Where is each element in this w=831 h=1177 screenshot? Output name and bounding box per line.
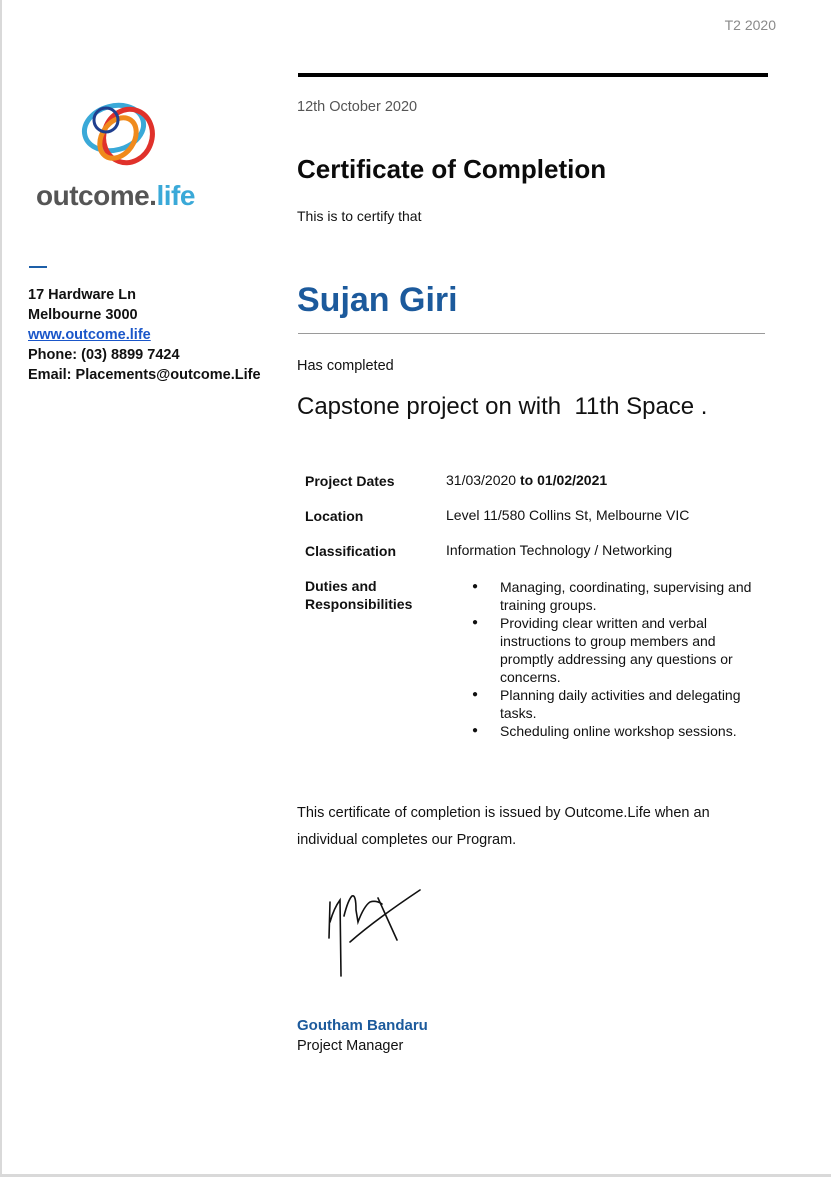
date-to: to [519, 472, 534, 488]
logo-rings-icon [76, 98, 166, 178]
duties-list [472, 578, 772, 740]
logo-wordmark [36, 180, 195, 212]
address-line-2: Melbourne 3000 [28, 307, 138, 323]
website-link[interactable]: www.outcome.life [28, 327, 151, 343]
project-dates-label: Project Dates [305, 473, 395, 489]
classification-label: Classification [305, 543, 397, 559]
signer-name: Goutham Bandaru [297, 1017, 428, 1034]
address-dash [29, 266, 47, 268]
project-dates-value [446, 472, 607, 488]
logo-wordmark-part1: outcome. [36, 180, 157, 211]
email-text: Email: Placements@outcome.Life [28, 367, 261, 383]
date-start: 31/03/2020 [446, 472, 517, 488]
name-underline [298, 333, 765, 334]
term-label: T2 2020 [724, 17, 776, 33]
location-value: Level 11/580 Collins St, Melbourne VIC [446, 507, 690, 523]
logo-wordmark-part2: life [156, 180, 195, 211]
page-left-edge [0, 0, 2, 1177]
issued-statement: This certificate of completion is issued by Outcome.Life when an individual completes our Program. [297, 805, 710, 848]
duties-label-line-2: Responsibilities [305, 596, 413, 612]
certify-text: This is to certify that [297, 208, 422, 224]
duty-item: ● Planning daily activities and delegating tasks. [472, 686, 772, 722]
certificate-date: 12th October 2020 [297, 99, 418, 115]
completed-text: Has completed [297, 358, 394, 374]
duties-label [305, 577, 412, 613]
address-line-1: 17 Hardware Ln [28, 287, 136, 303]
duty-item: ● Managing, coordinating, supervising and training groups. [472, 578, 772, 614]
classification-value: Information Technology / Networking [446, 542, 673, 558]
signature-image [320, 880, 430, 980]
project-title: Capstone project on with 11th Space . [297, 393, 708, 420]
org-address-block [28, 285, 261, 385]
duty-item: ● Scheduling online workshop sessions. [472, 722, 772, 740]
certificate-title: Certificate of Completion [297, 154, 607, 184]
outcome-life-logo [36, 98, 206, 213]
date-end: 01/02/2021 [537, 472, 608, 488]
duty-item: ● Providing clear written and verbal instructions to group members and promptly addressing any questions or concerns. [472, 614, 772, 686]
recipient-name: Sujan Giri [297, 281, 458, 319]
top-divider [298, 73, 768, 77]
signer-role: Project Manager [297, 1038, 404, 1054]
duties-label-line-1: Duties and [305, 578, 377, 594]
phone-text: Phone: (03) 8899 7424 [28, 347, 180, 363]
location-label: Location [305, 508, 364, 524]
